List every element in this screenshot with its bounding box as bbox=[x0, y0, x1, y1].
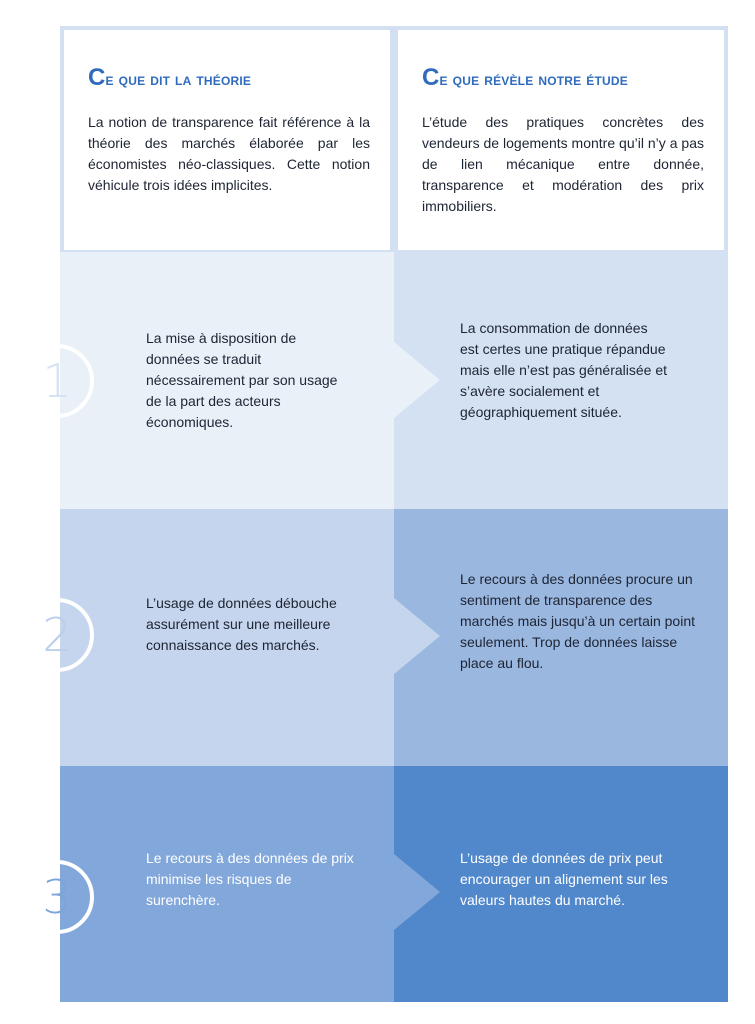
row-1-theory-text: La mise à disposition de données se traduit nécessairement par son usage de la part des acteurs économiques. bbox=[146, 330, 338, 430]
row-1-theory-cell bbox=[60, 252, 394, 509]
row-2-study-text: Le recours à des données procure un sentiment de transparence des marchés mais jusqu’à un certain point seulement. Trop de données laisse place au flou. bbox=[460, 571, 696, 671]
row-3-theory-text: Le recours à des données de prix minimise les risques de surenchère. bbox=[146, 850, 354, 908]
row-3-theory-cell bbox=[60, 766, 394, 1002]
study-title: Ce que révèle notre étude bbox=[422, 64, 628, 91]
theory-header bbox=[64, 30, 390, 250]
row-2-arrow bbox=[394, 598, 440, 674]
row-2-number: 2 bbox=[20, 598, 94, 672]
row-3-arrow bbox=[394, 854, 440, 930]
row-2-theory-cell bbox=[60, 509, 394, 766]
row-1-arrow bbox=[394, 342, 440, 418]
row-3-study-text: L’usage de données de prix peut encourager un alignement sur les valeurs hautes du marché. bbox=[460, 850, 668, 908]
row-1-study-text: La consommation de données est certes une pratique répandue mais elle n’est pas généralisée et s’avère socialement et géographiquement située. bbox=[460, 320, 668, 420]
theory-title: Ce que dit la théorie bbox=[88, 64, 252, 91]
row-1-number: 1 bbox=[20, 344, 94, 418]
row-3-number: 3 bbox=[20, 860, 94, 934]
study-header bbox=[398, 30, 724, 250]
study-intro: L’étude des pratiques concrètes des vendeurs de logements montre qu’il n’y a pas de lien mécanique entre donnée, transparence et modération des prix immobiliers. bbox=[422, 114, 704, 214]
row-3-study-cell bbox=[394, 766, 728, 1002]
row-2-theory-text: L’usage de données débouche assurément sur une meilleure connaissance des marchés. bbox=[146, 595, 337, 653]
row-2-study-cell bbox=[394, 509, 728, 766]
theory-intro: La notion de transparence fait référence à la théorie des marchés élaborée par les économistes néo-classiques. Cette notion véhicule trois idées implicites. bbox=[88, 114, 370, 193]
row-1-study-cell bbox=[394, 252, 728, 509]
